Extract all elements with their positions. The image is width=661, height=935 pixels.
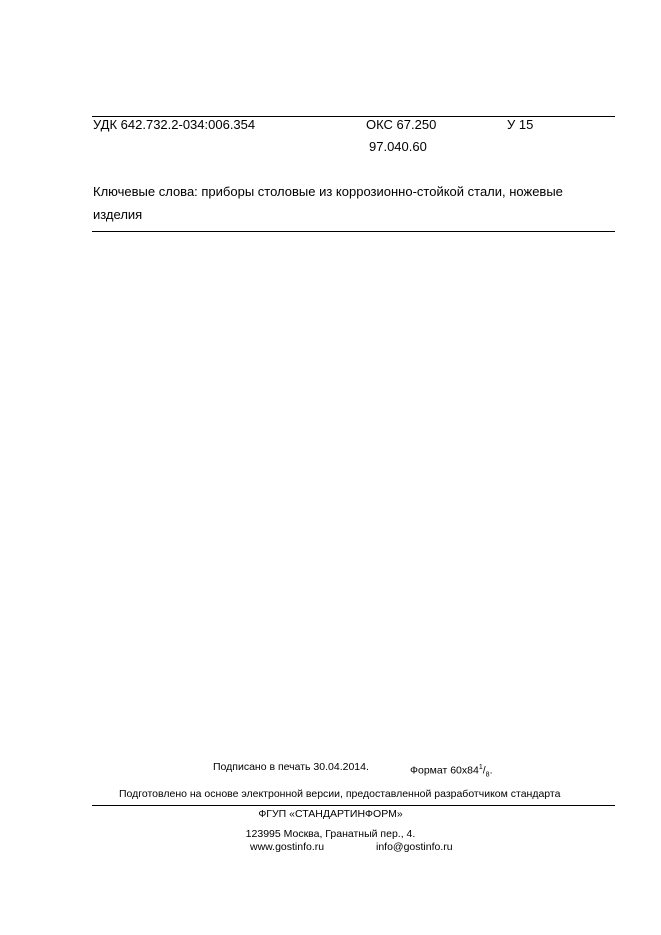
publisher-website: www.gostinfo.ru [250,841,325,853]
format-sup: 1 [478,764,483,771]
format-prefix: Формат 60x84 [410,764,479,777]
publisher-name: ФГУП «СТАНДАРТИНФОРМ» [258,808,403,820]
format-sub: 8 [485,771,490,779]
signed-date: Подписано в печать 30.04.2014. [213,761,369,773]
format-suffix: . [489,764,493,777]
u-code: У 15 [507,117,534,132]
keywords-rule [92,231,615,232]
oks-code-2: 97.040.60 [369,139,427,154]
udk-code: УДК 642.732.2-034:006.354 [93,117,256,132]
publisher-address: 123995 Москва, Гранатный пер., 4. [245,828,416,840]
publisher-email: info@gostinfo.ru [376,841,453,853]
prepared-note: Подготовлено на основе электронной версии, предоставленной разработчиком стандарта [119,788,561,800]
keywords-line-2: изделия [93,207,143,222]
imprint-rule [92,805,615,806]
paper-format: Формат $60x84^1/_8$. [410,764,493,779]
oks-code-1: ОКС 67.250 [366,117,437,132]
keywords-line-1: Ключевые слова: приборы столовые из коррозионно-стойкой стали, ножевые [93,184,563,199]
